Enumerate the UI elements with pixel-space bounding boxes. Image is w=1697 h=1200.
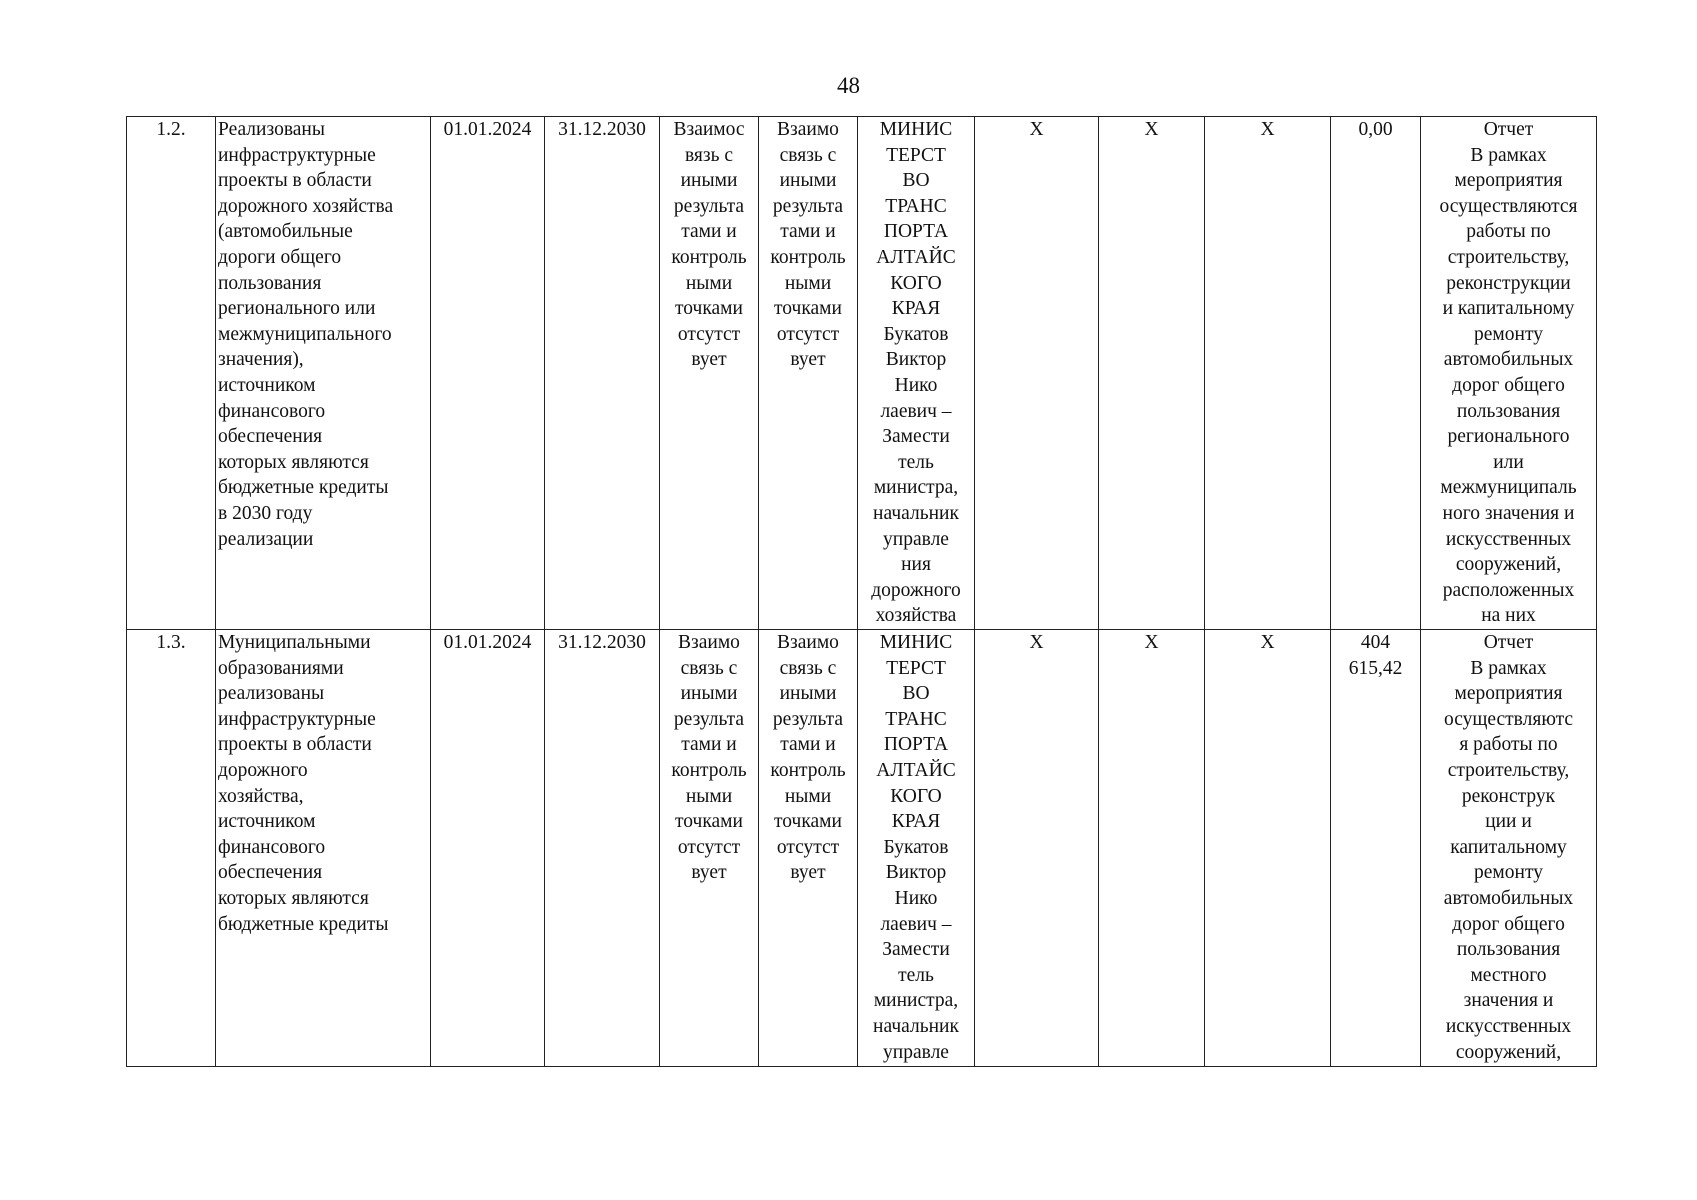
page-number: 48 bbox=[837, 73, 860, 98]
x-mark-cell bbox=[975, 117, 1099, 630]
successor-link-text: Взаимо связь с иными результа тами и контроль ными точками отсутст вует bbox=[770, 632, 846, 884]
responsible-text: МИНИС ТЕРСТ ВО ТРАНС ПОРТА АЛТАЙС КОГО КРАЯ Букатов Виктор Нико лаевич – Замести тель министра, начальник управле ния дорожного хозяйства bbox=[871, 119, 961, 627]
x-mark: Х bbox=[1144, 119, 1159, 140]
end-date: 31.12.2030 bbox=[558, 119, 646, 140]
predecessor-link-cell bbox=[660, 117, 759, 630]
x-mark-cell bbox=[975, 630, 1099, 1067]
x-mark: Х bbox=[1144, 632, 1159, 653]
end-date: 31.12.2030 bbox=[558, 632, 646, 653]
responsible-cell bbox=[858, 117, 975, 630]
amount-cell bbox=[1331, 117, 1421, 630]
x-mark: Х bbox=[1029, 632, 1044, 653]
row-number-cell bbox=[127, 630, 216, 1067]
start-date-cell bbox=[431, 630, 545, 1067]
report-note: Отчет В рамках мероприятия осуществляются работы по строительству, реконструкции и капитальному ремонту автомобильных дорог общего пользования регионального или межмуниципаль ного значения и искусственных сооружений, расположенных на них bbox=[1439, 119, 1578, 627]
row-number: 1.3. bbox=[156, 632, 186, 653]
result-name: Муниципальными образованиями реализованы инфраструктурные проекты в области дорожного хозяйства, источником финансового обеспечения которых являются бюджетные кредиты bbox=[218, 632, 389, 935]
start-date: 01.01.2024 bbox=[443, 632, 532, 653]
predecessor-link-text: Взаимо связь с иными результа тами и контроль ными точками отсутст вует bbox=[671, 632, 747, 884]
x-mark-cell bbox=[1099, 630, 1205, 1067]
result-name-cell bbox=[216, 117, 431, 630]
report-note: Отчет В рамках мероприятия осуществляютс я работы по строительству, реконструк ции и капитальному ремонту автомобильных дорог общего пользования местного значения и искусственных сооружений, bbox=[1443, 632, 1574, 1063]
results-table bbox=[126, 116, 1597, 1067]
predecessor-link-text: Взаимос вязь с иными результа тами и контроль ными точками отсутст вует bbox=[671, 119, 747, 371]
table-row bbox=[127, 630, 1597, 1067]
successor-link-cell bbox=[759, 117, 858, 630]
amount-cell bbox=[1331, 630, 1421, 1067]
x-mark-cell bbox=[1099, 117, 1205, 630]
predecessor-link-cell bbox=[660, 630, 759, 1067]
x-mark: Х bbox=[1260, 119, 1275, 140]
result-name-cell bbox=[216, 630, 431, 1067]
report-note-cell bbox=[1421, 117, 1597, 630]
x-mark-cell bbox=[1205, 117, 1331, 630]
successor-link-cell bbox=[759, 630, 858, 1067]
amount-value: 404 615,42 bbox=[1348, 632, 1403, 679]
responsible-text: МИНИС ТЕРСТ ВО ТРАНС ПОРТА АЛТАЙС КОГО КРАЯ Букатов Виктор Нико лаевич – Замести тель министра, начальник управле bbox=[873, 632, 959, 1063]
x-mark: Х bbox=[1260, 632, 1275, 653]
end-date-cell bbox=[545, 117, 660, 630]
end-date-cell bbox=[545, 630, 660, 1067]
amount-value: 0,00 bbox=[1358, 119, 1393, 140]
x-mark-cell bbox=[1205, 630, 1331, 1067]
result-name: Реализованы инфраструктурные проекты в области дорожного хозяйства (автомобильные дороги общего пользования регионального или межмуниципального значения), источником финансового обеспечения которых являются бюджетные кредиты в 2030 году реализации bbox=[218, 119, 394, 550]
successor-link-text: Взаимо связь с иными результа тами и контроль ными точками отсутст вует bbox=[770, 119, 846, 371]
start-date-cell bbox=[431, 117, 545, 630]
table-row bbox=[127, 117, 1597, 630]
start-date: 01.01.2024 bbox=[443, 119, 532, 140]
row-number: 1.2. bbox=[156, 119, 186, 140]
x-mark: Х bbox=[1029, 119, 1044, 140]
report-note-cell bbox=[1421, 630, 1597, 1067]
row-number-cell bbox=[127, 117, 216, 630]
responsible-cell bbox=[858, 630, 975, 1067]
